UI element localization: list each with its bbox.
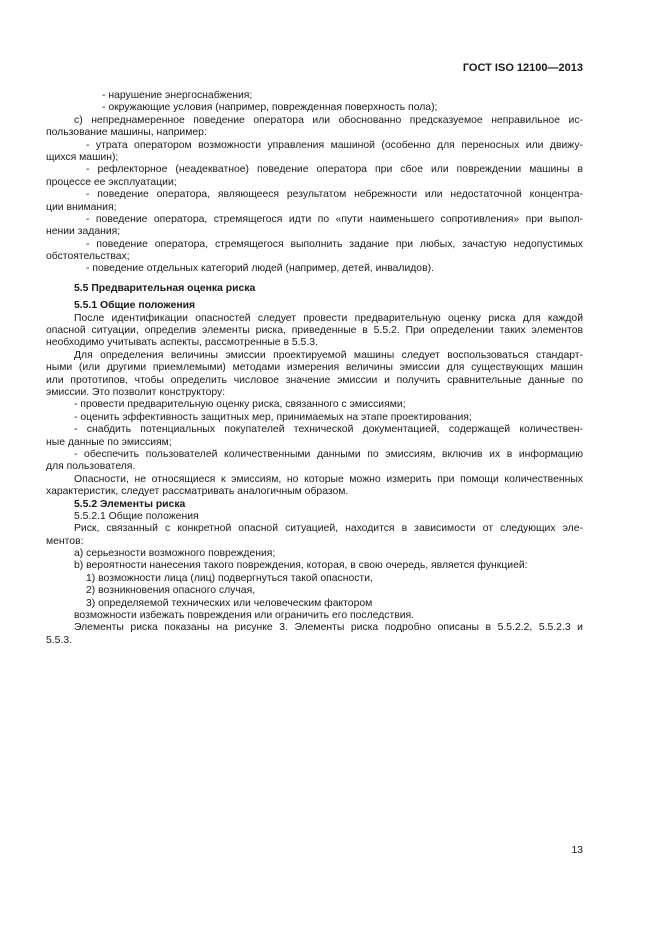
text-line: Элементы риска показаны на рисунке 3. Элементы риска подробно описаны в 5.5.2.2, 5.5.2.3 и [74, 622, 583, 634]
text-line: возможности избежать повреждения или ограничить его последствия. [74, 610, 415, 622]
text-line: или прототипов, чтобы определить числовое значение эмиссии и получить сравнительные данные по [46, 374, 583, 386]
section-heading: 5.5 Предварительная оценка риска [74, 282, 256, 294]
text-line: - поведение отдельных категорий людей (например, детей, инвалидов). [86, 263, 434, 275]
text-line: щихся машин); [46, 151, 119, 163]
text-line: Риск, связанный с конкретной опасной ситуацией, находится в зависимости от следующих эле- [74, 523, 583, 535]
section-heading: 5.5.1 Общие положения [74, 300, 196, 312]
text-line: - поведение оператора, стремящегося выполнить задание при любых, зачастую недопустимых [86, 238, 583, 250]
text-line: c) непреднамеренное поведение оператора или обоснованно предсказуемое неправильное ис- [74, 114, 583, 126]
text-line: обстоятельствах; [46, 251, 130, 263]
text-line: - утрата оператором возможности управления машиной (особенно для переносных или движу- [86, 139, 583, 151]
text-line: После идентификации опасностей следует провести предварительную оценку риска для каждой [74, 312, 583, 324]
text-line: 2) возникновения опасного случая, [86, 585, 256, 597]
page-number: 13 [571, 845, 583, 856]
text-line: эмиссии. Это позволит конструктору: [46, 386, 226, 398]
text-line: - окружающие условия (например, поврежденная поверхность пола); [102, 102, 438, 114]
text-line: процессе ее эксплуатации; [46, 176, 177, 188]
text-line: 3) определяемой технических или человеческим фактором [86, 597, 373, 609]
document-body [46, 90, 583, 647]
spacer [46, 276, 583, 283]
text-line: - снабдить потенциальных покупателей технической документацией, содержащей количествен- [74, 424, 583, 436]
text-line: необходимо учитывать аспекты, рассмотренные в 5.5.3. [46, 337, 318, 349]
text-line: 1) возможности лица (лиц) подвергнуться такой опасности, [86, 572, 373, 584]
text-line: для пользователя. [46, 461, 136, 473]
text-line: a) серьезности возможного повреждения; [74, 548, 276, 560]
text-line: b) вероятности нанесения такого повреждения, которая, в свою очередь, является функцией: [74, 560, 528, 572]
text-line: - поведение оператора, являющееся результатом небрежности или недостаточной концентра- [86, 189, 583, 201]
text-line: ными (или другими приемлемыми) методами измерения величины эмиссии для существующих машин [46, 362, 583, 374]
text-line: ные данные по эмиссиям; [46, 436, 172, 448]
text-line: ментов: [46, 535, 84, 547]
text-line: - рефлекторное (неадекватное) поведение оператора при сбое или повреждении машины в [86, 164, 583, 176]
text-line: 5.5.2.1 Общие положения [74, 510, 199, 522]
text-line: пользование машины, например: [46, 127, 207, 139]
standard-header: ГОСТ ISO 12100—2013 [462, 62, 583, 74]
text-line: опасной ситуации, определив элементы риска, приведенные в 5.5.2. При определении таких элементов [46, 325, 583, 337]
section-heading: 5.5.2 Элементы риска [74, 498, 186, 510]
text-line: - обеспечить пользователей количественными данными по эмиссиям, включив их в информацию [74, 448, 583, 460]
text-line: - поведение оператора, стремящегося идти по «пути наименьшего сопротивления» при выпол- [86, 213, 583, 225]
text-line: Опасности, не относящиеся к эмиссиям, но которые можно измерить при помощи количественных [74, 473, 583, 485]
text-line: Для определения величины эмиссии проектируемой машины следует воспользоваться стандарт- [74, 349, 583, 361]
text-line: - провести предварительную оценку риска, связанного с эмиссиями; [74, 399, 406, 411]
text-line: нении задания; [46, 226, 121, 238]
text-line: 5.5.3. [46, 634, 72, 646]
text-line: характеристик, следует рассматривать аналогичным образом. [46, 486, 349, 498]
text-line: ции внимания; [46, 201, 117, 213]
text-line: - нарушение энергоснабжения; [102, 90, 253, 101]
text-line: - оценить эффективность защитных мер, принимаемых на этапе проектирования; [74, 411, 472, 423]
